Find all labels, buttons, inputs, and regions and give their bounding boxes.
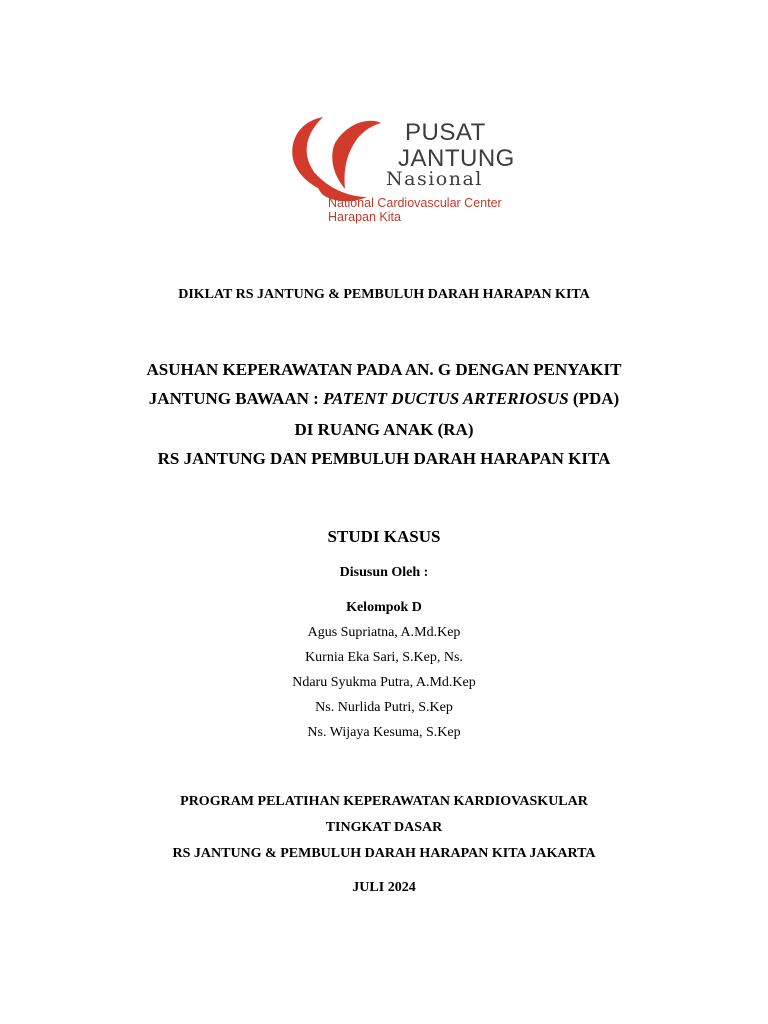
title-line-1: ASUHAN KEPERAWATAN PADA AN. G DENGAN PENYAKIT [146,360,622,379]
program-line-3: RS JANTUNG & PEMBULUH DARAH HARAPAN KITA JAKARTA [172,846,596,861]
study-type: STUDI KASUS [327,527,441,546]
member-name: Ns. Nurlida Putri, S.Kep [315,700,453,715]
logo-line-5: Harapan Kita [328,210,401,224]
heart-logo-icon [287,113,387,208]
logo-line-4: National Cardiovascular Center [328,196,502,210]
program-line-2: TINGKAT DASAR [325,820,443,835]
logo-line-2: JANTUNG [398,145,515,172]
title-line-2 [0,389,768,409]
member-name: Kurnia Eka Sari, S.Kep, Ns. [305,650,463,665]
title-line-2-prefix: JANTUNG BAWAAN : [148,389,324,408]
hospital-logo [283,103,519,230]
title-line-4: RS JANTUNG DAN PEMBULUH DARAH HARAPAN KITA [157,449,611,468]
title-line-3: DI RUANG ANAK (RA) [294,420,474,439]
logo-line-1: PUSAT [405,119,486,146]
header-institution: DIKLAT RS JANTUNG & PEMBULUH DARAH HARAPAN KITA [178,287,590,302]
member-name: Ns. Wijaya Kesuma, S.Kep [307,725,461,740]
member-name: Agus Supriatna, A.Md.Kep [307,625,461,640]
title-line-2-italic: PATENT DUCTUS ARTERIOSUS [323,389,569,408]
group-name: Kelompok D [346,600,422,615]
program-line-1: PROGRAM PELATIHAN KEPERAWATAN KARDIOVASKULAR [180,794,588,809]
title-line-2-suffix: (PDA) [568,389,620,408]
prepared-by-label: Disusun Oleh : [339,565,429,580]
logo-line-3: Nasional [386,168,483,190]
document-date: JULI 2024 [352,880,416,895]
member-name: Ndaru Syukma Putra, A.Md.Kep [292,675,476,690]
